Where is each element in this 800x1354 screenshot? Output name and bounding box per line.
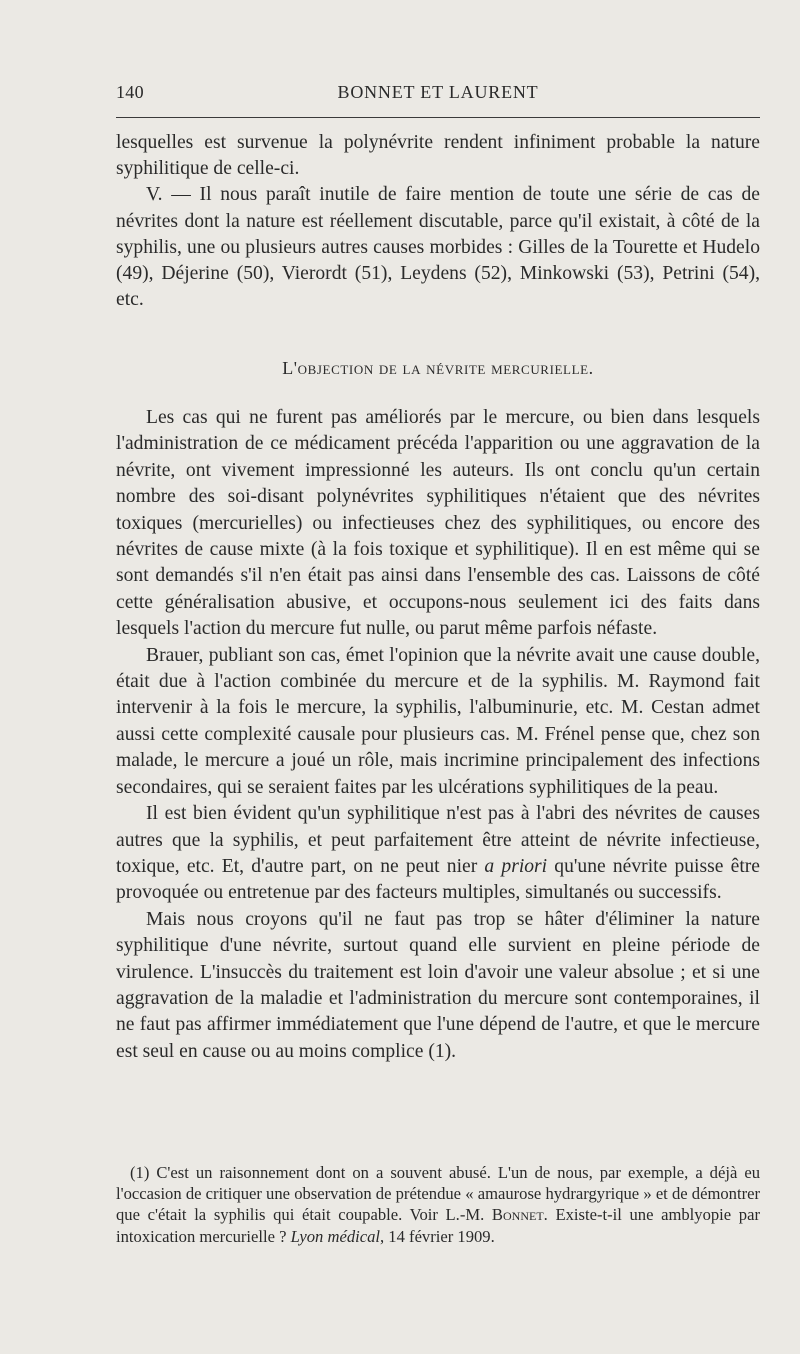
paragraph-3 xyxy=(116,801,760,907)
paragraph-1: Les cas qui ne furent pas améliorés par le mercure, ou bien dans lesquels l'administration de ce médicament précéda l'apparition ou une aggravation de la névrite, ont vivement impressionné les auteurs. Ils ont conclu qu'un certain nombre des soi-disant polynévrites syphilitiques n'étaient que des névrites toxiques (mercurielles) ou infectieuses chez des syphilitiques, ou encore des névrites de cause mixte (à la fois toxique et syphilitique). Il en est même qui se sont demandés s'il n'en était pas ainsi dans l'ensemble des cas. Laissons de côté cette généralisation abusive, et occupons-nous seulement ici des faits dans lesquels l'action du mercure fut nulle, ou parut même parfois néfaste. xyxy=(116,407,760,640)
header-rule xyxy=(116,117,760,118)
main-text-block xyxy=(116,405,760,1065)
paragraph-section-v: V. — Il nous paraît inutile de faire mention de toute une série de cas de névrites dont la nature est réellement discutable, parce qu'il existait, à côté de la syphilis, une ou plusieurs autres causes morbides : Gilles de la Tourette et Hudelo (49), Déjerine (50), Vierordt (51), Leydens (52), Minkowski (53), Petrini (54), etc. xyxy=(116,184,760,311)
section-heading xyxy=(116,358,760,379)
footnote-journal: Lyon médical xyxy=(290,1226,380,1246)
paragraph-3-part-1: Il est bien évident qu'un syphilitique n'est pas à l'abri des névrites de causes autres que la syphilis, et peut parfaitement être atteint de névrite infectieuse, toxique, etc. Et, d'autre part, on ne peut nier xyxy=(116,803,760,877)
paragraph-2: Brauer, publiant son cas, émet l'opinion que la névrite avait une cause double, était due à l'action combinée du mercure et de la syphilis. M. Raymond fait intervenir à la fois le mercure, la syphilis, l'albuminurie, etc. M. Cestan admet aussi cette complexité causale pour plusieurs cas. M. Frénel pense que, chez son malade, le mercure a joué un rôle, mais incrimine principalement des infections secondaires, qui se seraient faites par les ulcérations syphilitiques de la peau. xyxy=(116,644,760,798)
footnote-author: Bonnet xyxy=(491,1205,544,1225)
footnote xyxy=(116,1162,760,1247)
top-text-block xyxy=(116,130,760,313)
paragraph-continuation: lesquelles est survenue la polynévrite rendent infiniment probable la nature syphilitique de celle-ci. xyxy=(116,132,760,180)
running-title: BONNET ET LAURENT xyxy=(337,82,539,102)
paragraph-3-italic: a priori xyxy=(484,855,548,877)
paragraph-4: Mais nous croyons qu'il ne faut pas trop se hâter d'éliminer la nature syphilitique d'une névrite, surtout quand elle survient en pleine période de virulence. L'insuccès du traitement est loin d'avoir une valeur absolue ; et si une aggravation de la maladie et l'administration du mercure sont contemporaines, il ne faut pas affirmer immédiatement que l'une dépend de l'autre, et que le mercure est seul en cause ou au moins complice (1). xyxy=(116,908,760,1062)
section-heading-text: L'objection de la névrite mercurielle. xyxy=(282,358,594,378)
paragraph-3-part-2: qu'une névrite puisse être provoquée ou entretenue par des facteurs multiples, simultanés ou successifs. xyxy=(116,855,760,904)
running-head xyxy=(116,82,760,106)
page-number: 140 xyxy=(116,82,144,102)
footnote-text-3: , 14 février 1909. xyxy=(380,1226,495,1246)
footnote-text-2: . Existe-t-il une amblyopie par intoxication mercurielle ? xyxy=(116,1205,760,1246)
footnote-text-1: (1) C'est un raisonnement dont on a souvent abusé. L'un de nous, par exemple, a déjà eu l'occasion de critiquer une observation de prétendue « amaurose hydrargyrique » et de démontrer que c'était la syphilis qui était coupable. Voir L.-M. xyxy=(116,1163,760,1225)
footnote-paragraph xyxy=(116,1162,760,1247)
